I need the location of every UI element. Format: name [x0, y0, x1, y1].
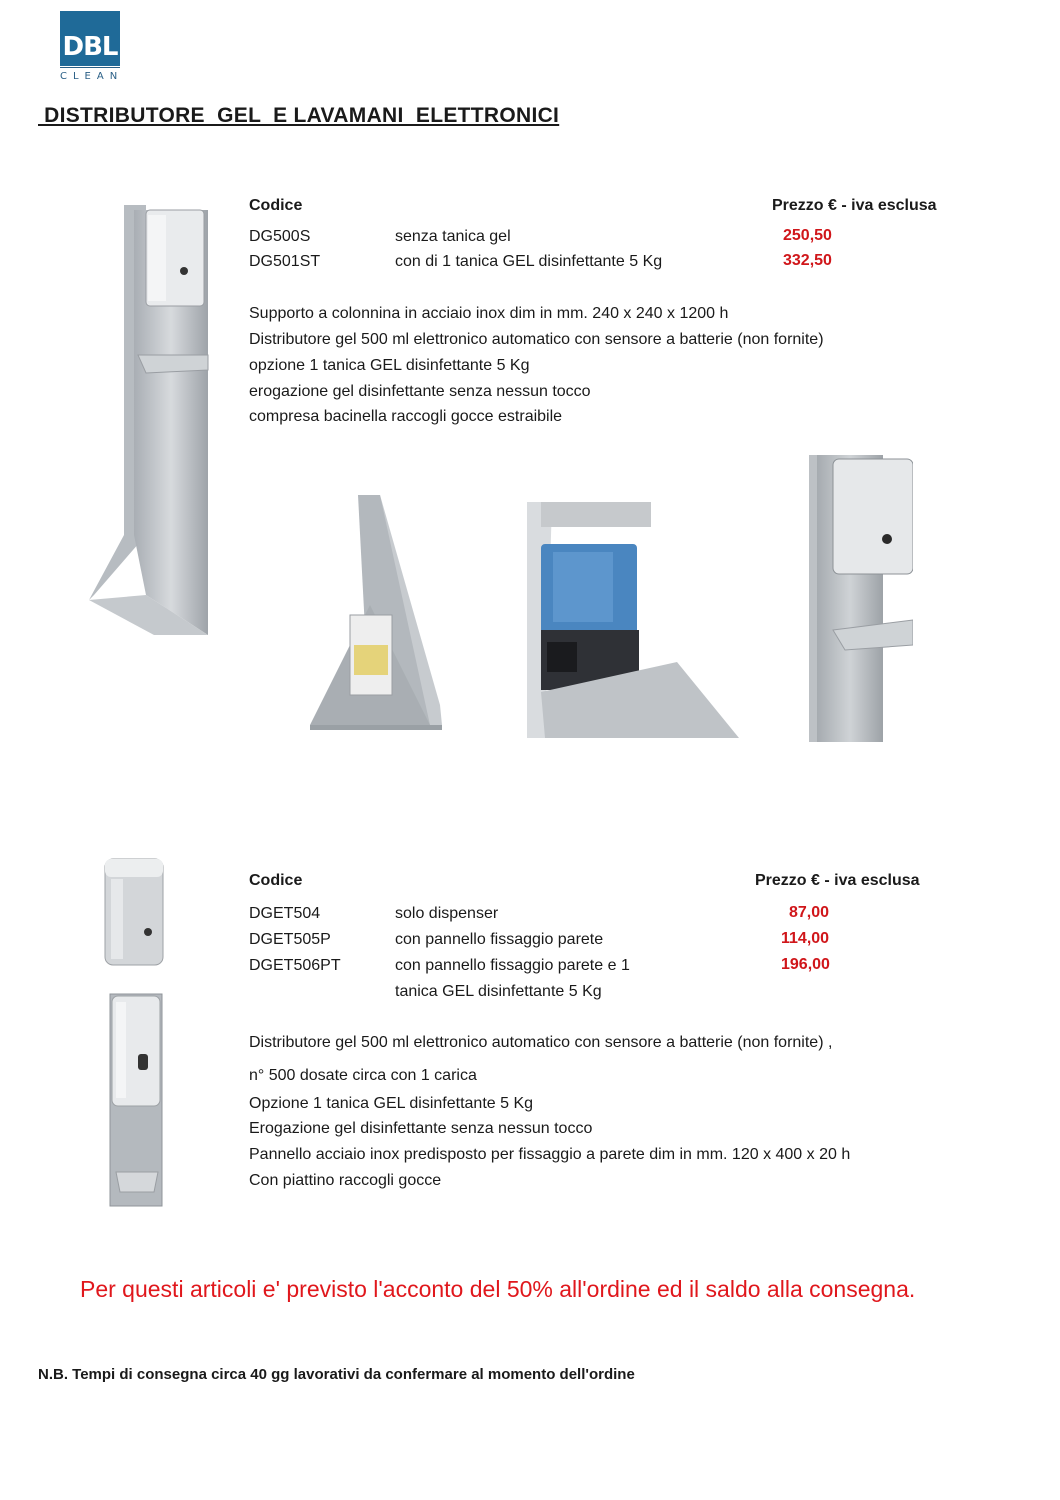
code-header-2: Codice [249, 872, 303, 889]
spec-line: n° 500 dosate circa con 1 carica [249, 1067, 477, 1084]
product-price: 196,00 [781, 956, 830, 973]
product-code: DGET504 [249, 905, 321, 922]
logo-divider [60, 67, 120, 68]
delivery-note: N.B. Tempi di consegna circa 40 gg lavorativi da confermare al momento dell'ordine [38, 1366, 635, 1383]
logo-subtitle: CLEAN [60, 71, 124, 82]
product-price: 332,50 [783, 252, 832, 269]
column-dispenser-image [809, 455, 913, 742]
product-code: DG501ST [249, 253, 321, 270]
spec-line: Supporto a colonnina in acciaio inox dim in mm. 240 x 240 x 1200 h [249, 305, 729, 322]
column-stand-image [84, 205, 214, 635]
code-header-1: Codice [249, 197, 303, 214]
product-code: DGET506PT [249, 957, 341, 974]
wall-dispenser-image [103, 857, 165, 967]
spec-line: erogazione gel disinfettante senza nessun tocco [249, 383, 591, 400]
panel-dispenser-image [108, 992, 164, 1208]
product-description-cont: tanica GEL disinfettante 5 Kg [395, 983, 602, 1000]
spec-line: Pannello acciaio inox predisposto per fissaggio a parete dim in mm. 120 x 400 x 20 h [249, 1146, 851, 1163]
spec-line: opzione 1 tanica GEL disinfettante 5 Kg [249, 357, 530, 374]
product-price: 114,00 [781, 930, 830, 947]
product-price: 87,00 [789, 904, 830, 921]
page-title: DISTRIBUTORE GEL E LAVAMANI ELETTRONICI [38, 104, 560, 127]
product-price: 250,50 [783, 227, 832, 244]
product-description: solo dispenser [395, 905, 499, 922]
deposit-note: Per questi articoli e' previsto l'acconto del 50% all'ordine ed il saldo alla consegna. [80, 1276, 916, 1302]
spec-line: Distributore gel 500 ml elettronico automatico con sensore a batterie (non fornite) , [249, 1034, 833, 1051]
product-description: con di 1 tanica GEL disinfettante 5 Kg [395, 253, 663, 270]
price-header-1: Prezzo € - iva esclusa [772, 197, 937, 214]
spec-line: Distributore gel 500 ml elettronico automatico con sensore a batterie (non fornite) [249, 331, 824, 348]
product-description: senza tanica gel [395, 228, 511, 245]
spec-line: Erogazione gel disinfettante senza nessun tocco [249, 1120, 593, 1137]
product-code: DG500S [249, 228, 311, 245]
spec-line: compresa bacinella raccogli gocce estraibile [249, 408, 563, 425]
price-header-2: Prezzo € - iva esclusa [755, 872, 920, 889]
spec-line: Con piattino raccogli gocce [249, 1172, 442, 1189]
product-description: con pannello fissaggio parete e 1 [395, 957, 630, 974]
product-description: con pannello fissaggio parete [395, 931, 604, 948]
stand-base-image [310, 495, 442, 730]
open-dispenser-image [527, 502, 739, 738]
spec-line: Opzione 1 tanica GEL disinfettante 5 Kg [249, 1095, 534, 1112]
logo: DBL [60, 11, 120, 66]
product-code: DGET505P [249, 931, 331, 948]
